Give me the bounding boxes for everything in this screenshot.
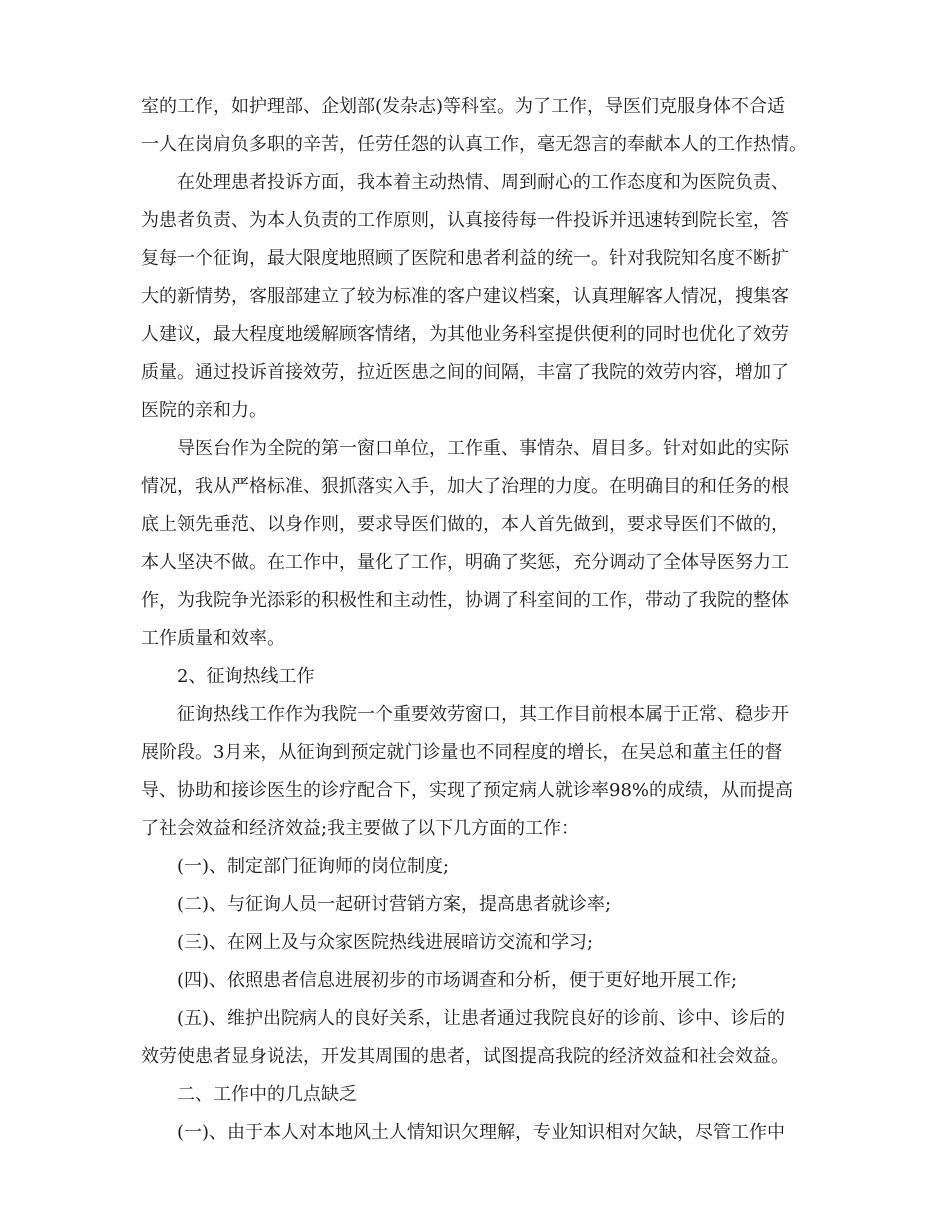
text-line: 本人坚决不做。在工作中，量化了工作，明确了奖惩，充分调动了全体导医努力工	[141, 552, 789, 573]
text-line: 作，为我院争光添彩的积极性和主动性，协调了科室间的工作，带动了我院的整体	[141, 590, 789, 611]
text-line: 室的工作，如护理部、企划部(发杂志)等科室。为了工作，导医们克服身体不合适	[141, 96, 786, 117]
text-line: (四)、依照患者信息进展初步的市场调查和分析，便于更好地开展工作;	[177, 970, 738, 991]
text-line: 了社会效益和经济效益;我主要做了以下几方面的工作：	[141, 818, 580, 839]
text-line: (一)、由于本人对本地风土人情知识欠理解，专业知识相对欠缺，尽管工作中	[177, 1122, 786, 1143]
text-line: 大的新情势，客服部建立了较为标准的客户建议档案，认真理解客人情况，搜集客	[141, 286, 789, 307]
text-line: 二、工作中的几点缺乏	[177, 1084, 357, 1105]
text-line: (二)、与征询人员一起研讨营销方案，提高患者就诊率;	[177, 894, 612, 915]
text-line: 为患者负责、为本人负责的工作原则，认真接待每一件投诉并迅速转到院长室，答	[141, 210, 789, 231]
text-line: (五)、维护出院病人的良好关系，让患者通过我院良好的诊前、诊中、诊后的	[177, 1008, 786, 1029]
text-line: 效劳使患者显身说法，开发其周围的患者，试图提高我院的经济效益和社会效益。	[141, 1046, 789, 1067]
text-line: 医院的亲和力。	[141, 400, 267, 421]
text-line: 情况，我从严格标准、狠抓落实入手，加大了治理的力度。在明确目的和任务的根	[141, 476, 789, 497]
text-line: 质量。通过投诉首接效劳，拉近医患之间的间隔，丰富了我院的效劳内容，增加了	[141, 362, 789, 383]
text-line: (三)、在网上及与众家医院热线进展暗访交流和学习;	[177, 932, 594, 953]
text-line: 工作质量和效率。	[141, 628, 285, 649]
text-line: 展阶段。3月来，从征询到预定就门诊量也不同程度的增长，在吴总和董主任的督	[141, 742, 783, 763]
text-line: 2、征询热线工作	[177, 666, 315, 687]
text-line: 人建议，最大程度地缓解顾客情绪，为其他业务科室提供便利的同时也优化了效劳	[141, 324, 789, 345]
text-line: 底上领先垂范、以身作则，要求导医们做的，本人首先做到，要求导医们不做的，	[141, 514, 789, 535]
text-line: 征询热线工作作为我院一个重要效劳窗口，其工作目前根本属于正常、稳步开	[177, 704, 789, 725]
text-line: 一人在岗肩负多职的辛苦，任劳任怨的认真工作，毫无怨言的奉献本人的工作热情。	[141, 134, 807, 155]
text-line: (一)、制定部门征询师的岗位制度;	[177, 856, 450, 877]
text-line: 在处理患者投诉方面，我本着主动热情、周到耐心的工作态度和为医院负责、	[177, 172, 789, 193]
text-line: 复每一个征询，最大限度地照顾了医院和患者利益的统一。针对我院知名度不断扩	[141, 248, 789, 269]
text-line: 导、协助和接诊医生的诊疗配合下，实现了预定病人就诊率98%的成绩，从而提高	[141, 780, 794, 801]
text-line: 导医台作为全院的第一窗口单位，工作重、事情杂、眉目多。针对如此的实际	[177, 438, 789, 459]
